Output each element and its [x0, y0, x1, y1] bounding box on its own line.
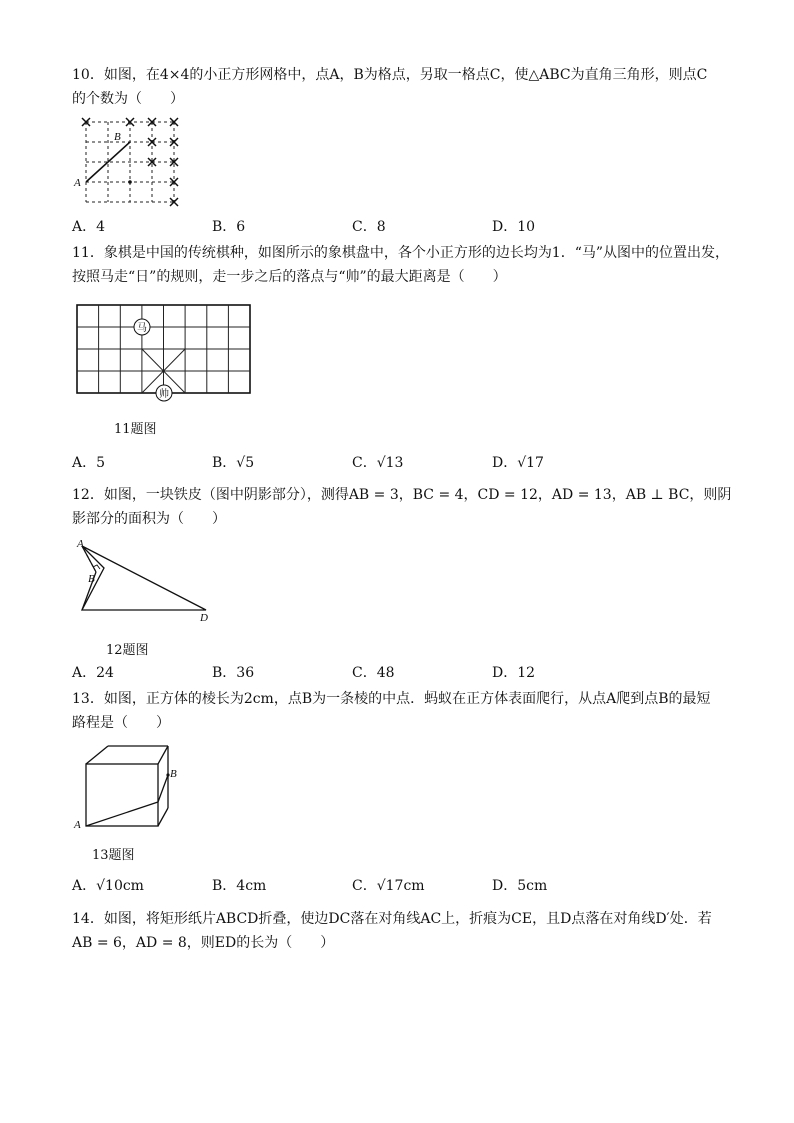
q12-quadrilateral-figure [74, 538, 216, 626]
q10-option-a: A．4 [72, 219, 106, 235]
q12-stem-line2: 影部分的面积为（ ） [72, 511, 226, 527]
q11-option-d: D．√17 [492, 455, 544, 471]
q11-caption: 11题图 [114, 422, 157, 437]
q11-horse-piece: 马 [137, 323, 147, 334]
q11-stem-line2: 按照马走“日”的规则，走一步之后的落点与“帅”的最大距离是（ ） [72, 269, 507, 285]
q13-stem-line1: 13．如图，正方体的棱长为2cm，点B为一条棱的中点．蚂蚁在正方体表面爬行，从点A爬到点B的最短 [72, 691, 711, 707]
q12-option-b: B．36 [212, 665, 255, 681]
q12-label-A: A [77, 538, 84, 550]
q13-option-d: D．5cm [492, 878, 548, 894]
q10-stem-line1: 10．如图，在4×4的小正方形网格中，点A，B为格点，另取一格点C，使△ABC为直角三角形，则点C [72, 67, 708, 83]
q13-label-A: A [74, 819, 81, 831]
q14-stem-line2: AB = 6，AD = 8，则ED的长为（ ） [72, 935, 335, 951]
q11-option-a: A．5 [72, 455, 106, 471]
q13-cube-figure [74, 742, 184, 834]
q12-stem-line1: 12．如图，一块铁皮（图中阴影部分），测得AB = 3，BC = 4，CD = 12，AD = 13，AB ⊥ BC，则阴 [72, 487, 732, 503]
q11-option-b: B．√5 [212, 455, 255, 471]
q11-king-piece: 帅 [159, 389, 169, 400]
q13-stem-line2: 路程是（ ） [72, 715, 170, 731]
q13-option-a: A．√10cm [72, 878, 144, 894]
q10-label-B: B [114, 131, 121, 143]
q10-option-b: B．6 [212, 219, 246, 235]
q11-option-c: C．√13 [352, 455, 404, 471]
q12-option-c: C．48 [352, 665, 395, 681]
q11-chessboard-figure [76, 304, 252, 400]
q12-label-D: D [200, 612, 208, 624]
q10-option-c: C．8 [352, 219, 386, 235]
q13-option-c: C．√17cm [352, 878, 425, 894]
q12-option-a: A．24 [72, 665, 114, 681]
q12-caption: 12题图 [106, 643, 149, 658]
q12-option-d: D．12 [492, 665, 536, 681]
q10-stem-line2: 的个数为（ ） [72, 91, 184, 107]
q13-caption: 13题图 [92, 848, 135, 863]
q12-label-B: B [88, 573, 95, 585]
q10-option-d: D．10 [492, 219, 536, 235]
q13-option-b: B．4cm [212, 878, 267, 894]
q13-label-B: B [170, 768, 177, 780]
q10-label-A: A [74, 177, 81, 189]
q10-grid-figure [72, 116, 182, 208]
q14-stem-line1: 14．如图，将矩形纸片ABCD折叠，使边DC落在对角线AC上，折痕为CE，且D点落在对角线D′处．若 [72, 911, 712, 927]
q11-stem-line1: 11．象棋是中国的传统棋种，如图所示的象棋盘中，各个小正方形的边长均为1．“马”从图中的位置出发， [72, 245, 730, 261]
